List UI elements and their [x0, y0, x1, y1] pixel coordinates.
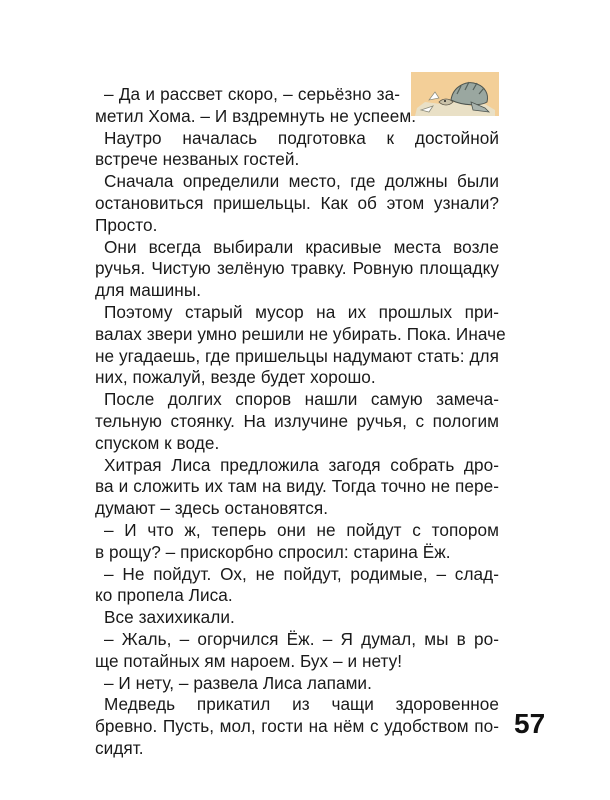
text-line: – И нету, – развела Лиса лапами. [104, 672, 372, 693]
text-line: метил Хома. – И вздремнуть не успеем. [95, 105, 417, 126]
text-line: Хитрая Лиса предложила загодя собрать дро- [104, 454, 499, 475]
text-line: После долгих споров нашли самую замеча- [104, 389, 499, 410]
text-line: Сначала определили место, где должны были [104, 171, 499, 192]
text-line: сидят. [95, 737, 144, 758]
text-line: думают – здесь остановятся. [95, 498, 329, 519]
text-line: бревно. Пусть, мол, гости на нём с удобством по- [95, 716, 499, 737]
page-text [95, 84, 506, 760]
text-line: валах звери умно решили не убирать. Пока. Иначе [95, 323, 506, 344]
text-line: спуском к воде. [95, 432, 220, 453]
page-number: 57 [514, 708, 546, 739]
text-line: Они всегда выбирали красивые места возле [104, 236, 499, 257]
text-line: в рощу? – прискорбно спросил: старина Ёж. [95, 541, 451, 562]
text-line: встрече незваных гостей. [95, 149, 300, 170]
text-line: – Жаль, – огорчился Ёж. – Я думал, мы в ро- [104, 628, 499, 649]
text-line: – Не пойдут. Ох, не пойдут, родимые, – слад- [104, 563, 499, 584]
text-line: – И что ж, теперь они не пойдут с топором [104, 519, 499, 540]
text-line: них, пожалуй, везде будет хорошо. [95, 367, 376, 388]
text-line: Просто. [95, 214, 158, 235]
text-line: остановиться пришельцы. Как об этом узнали? [95, 192, 499, 213]
text-line: Медведь прикатил из чащи здоровенное [104, 694, 499, 715]
text-line: тельную стоянку. На излучине ручья, с пологим [95, 410, 499, 431]
text-line: Наутро началась подготовка к достойной [104, 127, 499, 148]
text-line: Поэтому старый мусор на их прошлых при- [104, 301, 499, 322]
text-line: ко пропела Лиса. [95, 585, 233, 606]
text-line: – Да и рассвет скоро, – серьёзно за- [104, 84, 400, 104]
text-line: Все захихикали. [104, 607, 235, 628]
text-line: для машины. [95, 280, 202, 301]
text-line: ва и сложить их там на виду. Тогда точно не пере- [95, 476, 499, 497]
text-line: ручья. Чистую зелёную травку. Ровную площадку [95, 258, 499, 279]
text-line: не угадаешь, где пришельцы надумают стать: для [95, 345, 499, 366]
text-line: ще потайных ям нароем. Бух – и нету! [95, 650, 403, 671]
